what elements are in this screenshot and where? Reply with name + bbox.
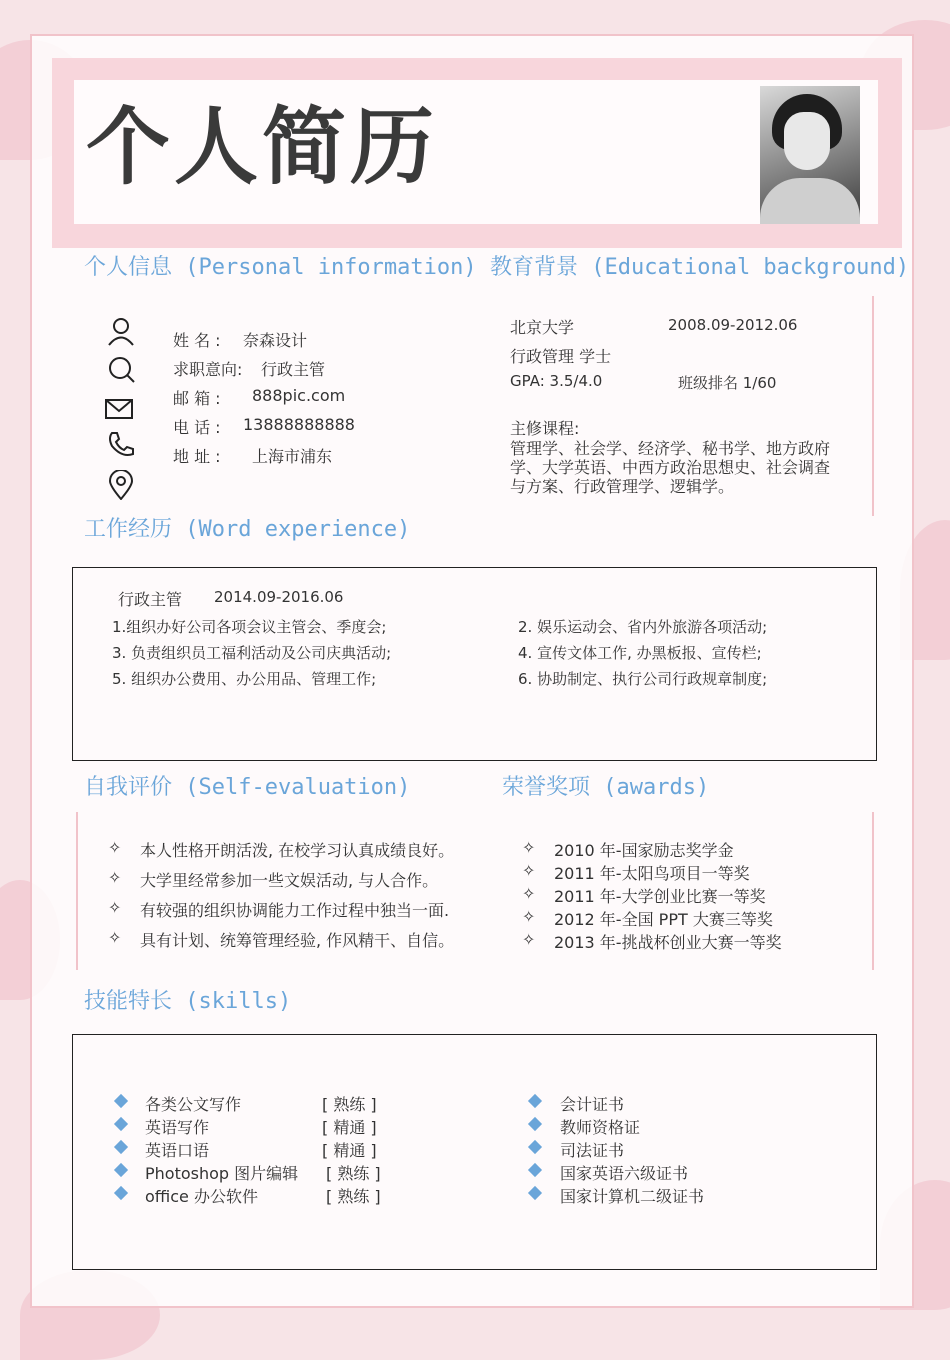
edu-courses-line: 学、大学英语、中西方政治思想史、社会调查 <box>510 458 831 477</box>
divider-line <box>872 296 874 516</box>
award-item: 2011 年-大学创业比赛一等奖 <box>554 887 766 906</box>
certificate-item: 国家计算机二级证书 <box>560 1187 705 1206</box>
info-objective-label: 求职意向: <box>173 360 243 379</box>
phone-icon <box>106 430 136 460</box>
profile-photo <box>760 86 860 224</box>
award-item: 2013 年-挑战杯创业大赛一等奖 <box>554 933 782 952</box>
certificate-item: 会计证书 <box>560 1095 625 1114</box>
skill-name: 英语写作 <box>145 1118 210 1137</box>
work-item: 5. 组织办公费用、办公用品、管理工作; <box>112 670 377 688</box>
personal-info-heading: 个人信息 (Personal information) <box>84 255 477 280</box>
award-item: 2012 年-全国 PPT 大赛三等奖 <box>554 910 773 929</box>
star-bullet-icon: ✧ <box>522 930 536 949</box>
divider-line <box>872 812 874 970</box>
location-pin-icon <box>106 470 136 500</box>
skill-name: 各类公文写作 <box>145 1095 242 1114</box>
certificate-item: 国家英语六级证书 <box>560 1164 689 1183</box>
info-name-label: 姓 名 : <box>173 331 221 350</box>
skill-level: [ 熟练 ] <box>322 1095 377 1114</box>
self-eval-item: 本人性格开朗活泼, 在校学习认真成绩良好。 <box>140 841 455 860</box>
skill-level: [ 熟练 ] <box>326 1164 381 1183</box>
info-phone-label: 电 话 : <box>173 418 221 437</box>
info-name-value: 奈森设计 <box>243 331 308 350</box>
work-item: 4. 宣传文体工作, 办黑板报、宣传栏; <box>518 644 762 662</box>
work-item: 1.组织办好公司各项会议主管会、季度会; <box>112 618 387 636</box>
work-heading: 工作经历 (Word experience) <box>84 517 411 542</box>
star-bullet-icon: ✧ <box>108 928 122 947</box>
edu-school: 北京大学 <box>510 318 575 337</box>
award-item: 2011 年-太阳鸟项目一等奖 <box>554 864 750 883</box>
edu-courses-line: 管理学、社会学、经济学、秘书学、地方政府 <box>510 439 831 458</box>
divider-line <box>76 812 78 970</box>
self-eval-item: 大学里经常参加一些文娱活动, 与人合作。 <box>140 871 439 890</box>
star-bullet-icon: ✧ <box>108 838 122 857</box>
award-item: 2010 年-国家励志奖学金 <box>554 841 734 860</box>
edu-courses-line: 与方案、行政管理学、逻辑学。 <box>510 477 735 496</box>
search-icon <box>106 354 136 384</box>
edu-period: 2008.09-2012.06 <box>668 316 798 334</box>
self-eval-heading: 自我评价 (Self-evaluation) <box>84 775 411 800</box>
skill-level: [ 熟练 ] <box>326 1187 381 1206</box>
work-item: 2. 娱乐运动会、省内外旅游各项活动; <box>518 618 768 636</box>
work-position: 行政主管 <box>118 590 183 609</box>
edu-courses-label: 主修课程: <box>510 419 580 438</box>
skill-level: [ 精通 ] <box>322 1141 377 1160</box>
education-heading: 教育背景 (Educational background) <box>490 255 910 280</box>
star-bullet-icon: ✧ <box>108 898 122 917</box>
info-phone-value: 13888888888 <box>243 415 355 434</box>
skills-heading: 技能特长 (skills) <box>84 989 292 1014</box>
skill-name: office 办公软件 <box>145 1187 258 1206</box>
star-bullet-icon: ✧ <box>108 868 122 887</box>
certificate-item: 教师资格证 <box>560 1118 641 1137</box>
info-email-label: 邮 箱 : <box>173 389 221 408</box>
info-address-value: 上海市浦东 <box>252 447 333 466</box>
star-bullet-icon: ✧ <box>522 861 536 880</box>
mail-icon <box>104 394 134 424</box>
info-objective-value: 行政主管 <box>261 360 326 379</box>
work-item: 6. 协助制定、执行公司行政规章制度; <box>518 670 768 688</box>
certificate-item: 司法证书 <box>560 1141 625 1160</box>
person-icon <box>106 316 136 346</box>
info-address-label: 地 址 : <box>173 447 221 466</box>
edu-major: 行政管理 学士 <box>510 347 612 366</box>
info-email-value: 888pic.com <box>252 386 346 405</box>
star-bullet-icon: ✧ <box>522 884 536 903</box>
work-period: 2014.09-2016.06 <box>214 588 344 606</box>
self-eval-item: 具有计划、统筹管理经验, 作风精干、自信。 <box>140 931 455 950</box>
star-bullet-icon: ✧ <box>522 907 536 926</box>
self-eval-item: 有较强的组织协调能力工作过程中独当一面. <box>140 901 450 920</box>
awards-heading: 荣誉奖项 (awards) <box>502 775 710 800</box>
star-bullet-icon: ✧ <box>522 838 536 857</box>
skill-name: 英语口语 <box>145 1141 210 1160</box>
edu-gpa: GPA: 3.5/4.0 <box>510 372 603 390</box>
page-title: 个人简历 <box>86 98 439 196</box>
skill-level: [ 精通 ] <box>322 1118 377 1137</box>
skill-name: Photoshop 图片编辑 <box>145 1164 299 1183</box>
work-box <box>72 567 877 761</box>
edu-rank: 班级排名 1/60 <box>678 374 777 392</box>
work-item: 3. 负责组织员工福利活动及公司庆典活动; <box>112 644 392 662</box>
